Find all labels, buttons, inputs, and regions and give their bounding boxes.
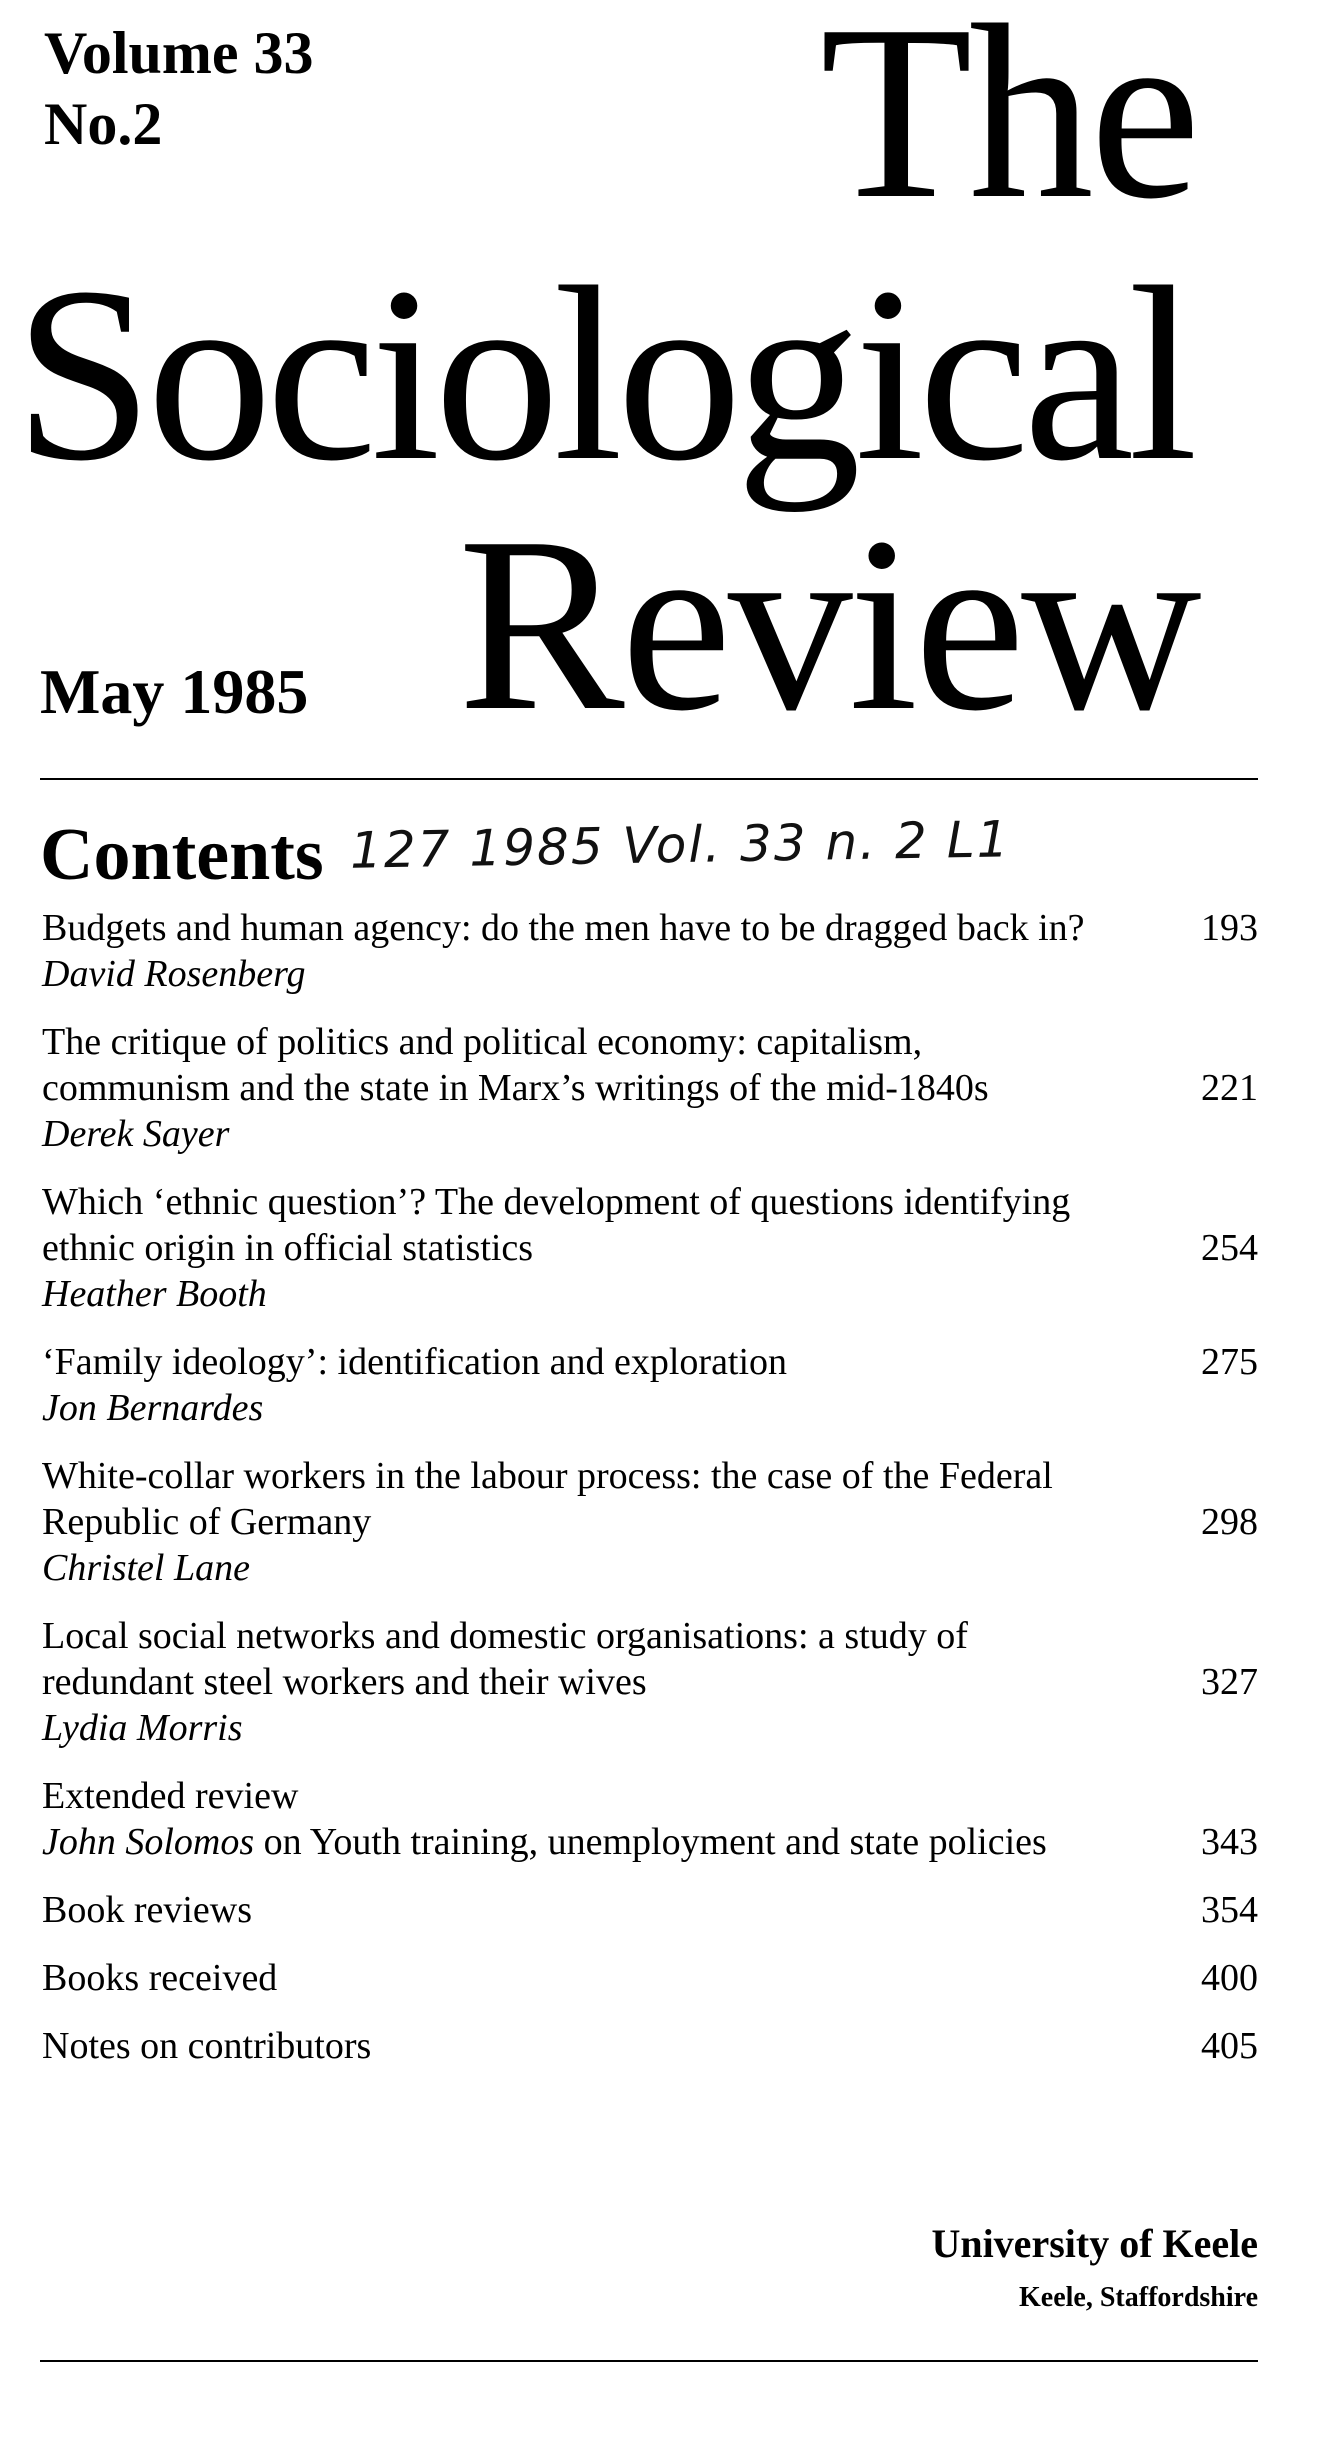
page-number: 193 xyxy=(1201,907,1258,949)
toc-entry[interactable] xyxy=(42,1339,1258,1431)
top-divider xyxy=(40,778,1258,780)
page-number: 327 xyxy=(1201,1661,1258,1703)
toc-entry[interactable] xyxy=(42,1179,1258,1317)
toc-entry[interactable] xyxy=(42,905,1258,997)
page-number: 354 xyxy=(1201,1889,1258,1931)
article-author: Lydia Morris xyxy=(42,1707,243,1749)
page-number: 275 xyxy=(1201,1341,1258,1383)
article-title: White-collar workers in the labour process: the case of the Federal Republic of Germany xyxy=(42,1455,1053,1543)
contents-heading: Contents xyxy=(40,814,324,896)
page-number: 405 xyxy=(1201,2025,1258,2067)
journal-title-line-1: The xyxy=(820,0,1197,251)
page-number: 400 xyxy=(1201,1957,1258,1999)
table-of-contents xyxy=(42,905,1258,2091)
section-title: Book reviews xyxy=(42,1889,253,1931)
issue-number: No.2 xyxy=(44,90,163,157)
article-author: Christel Lane xyxy=(42,1547,250,1589)
page-number: 298 xyxy=(1201,1501,1258,1543)
volume-info xyxy=(44,18,313,160)
article-title: ‘Family ideology’: identification and exploration xyxy=(42,1341,788,1383)
page-number: 221 xyxy=(1201,1067,1258,1109)
page-number: 254 xyxy=(1201,1227,1258,1269)
journal-title-line-2: Sociological xyxy=(14,236,1192,513)
section-title: Extended review xyxy=(42,1775,299,1817)
issue-date: May 1985 xyxy=(40,656,309,727)
section-title: Notes on contributors xyxy=(42,2025,372,2067)
article-author: Heather Booth xyxy=(42,1273,267,1315)
page-number: 343 xyxy=(1201,1821,1258,1863)
toc-entry[interactable] xyxy=(42,1887,1258,1933)
toc-entry[interactable] xyxy=(42,1955,1258,2001)
review-subtitle: on Youth training, unemployment and state policies xyxy=(254,1821,1047,1863)
toc-entry[interactable] xyxy=(42,1453,1258,1591)
journal-title-line-3: Review xyxy=(458,486,1198,763)
toc-entry-extended-review[interactable] xyxy=(42,1773,1258,1865)
review-author: John Solomos xyxy=(42,1821,255,1863)
toc-entry[interactable] xyxy=(42,1019,1258,1157)
article-title: Local social networks and domestic organisations: a study of redundant steel workers and their wives xyxy=(42,1615,968,1703)
article-title: The critique of politics and political economy: capitalism, communism and the state in Marx’s writings of the mid-1840s xyxy=(42,1021,989,1109)
article-title: Budgets and human agency: do the men have to be dragged back in? xyxy=(42,907,1085,949)
article-author: Derek Sayer xyxy=(42,1113,230,1155)
review-line xyxy=(42,1819,1258,1865)
section-title: Books received xyxy=(42,1957,278,1999)
article-title: Which ‘ethnic question’? The development of questions identifying ethnic origin in official statistics xyxy=(42,1181,1071,1269)
bottom-divider xyxy=(40,2360,1258,2362)
publisher-name: University of Keele xyxy=(931,2221,1258,2266)
article-author: Jon Bernardes xyxy=(42,1387,264,1429)
article-author: David Rosenberg xyxy=(42,953,306,995)
toc-entry[interactable] xyxy=(42,1613,1258,1751)
toc-entry[interactable] xyxy=(42,2023,1258,2069)
volume-number: Volume 33 xyxy=(44,20,314,86)
publisher-place: Keele, Staffordshire xyxy=(1019,2282,1258,2313)
handwritten-annotation: 127 1985 Vol. 33 n. 2 L1 xyxy=(349,810,1011,880)
